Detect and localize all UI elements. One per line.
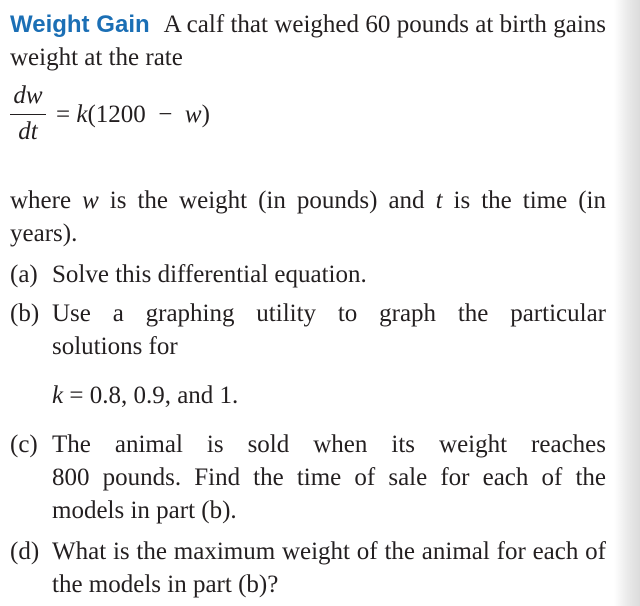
part-text: The animal is sold when its weight reaches [52, 431, 606, 458]
derivative-fraction [10, 82, 46, 146]
k-values: k = 0.8, 0.9, and 1. [52, 382, 239, 409]
part-b [10, 297, 606, 363]
part-label: (d) [10, 538, 40, 565]
part-text-continued: solutions for [52, 333, 178, 360]
minus-sign: − [158, 101, 173, 128]
part-label: (b) [10, 300, 40, 327]
paren-close: ) [201, 101, 210, 128]
exercise-title: Weight Gain [10, 11, 150, 38]
part-label: (c) [10, 431, 38, 458]
part-label: (a) [10, 261, 38, 288]
intro-text: A calf that weighed 60 pounds at birth gains weight at the rate [10, 11, 606, 71]
differential-equation [10, 82, 606, 152]
variable-w: w [184, 101, 202, 128]
part-c [10, 428, 606, 527]
fraction-denominator: dt [18, 118, 38, 145]
part-text-continued: 800 pounds. Find the time of sale for each of the models in part (b). [52, 464, 606, 524]
where-paragraph: where w is the weight (in pounds) and t is the time (in years). [10, 187, 606, 247]
equation-right-side [56, 98, 210, 131]
constant-k: k [76, 101, 88, 128]
part-text: What is the maximum weight of the animal for each of the models in part (b)? [52, 538, 606, 598]
exercise-block [10, 8, 606, 601]
fraction-numerator: dw [13, 82, 43, 109]
fraction-bar [10, 114, 46, 115]
intro-paragraph [10, 8, 606, 74]
part-a [10, 258, 606, 291]
part-text: Use a graphing utility to graph the particular [52, 300, 606, 327]
equals-sign: = [56, 101, 71, 128]
page-edge-shadow [614, 0, 640, 606]
paren-expression: (1200 [87, 101, 146, 128]
part-d [10, 535, 606, 601]
part-text: Solve this differential equation. [52, 261, 367, 288]
